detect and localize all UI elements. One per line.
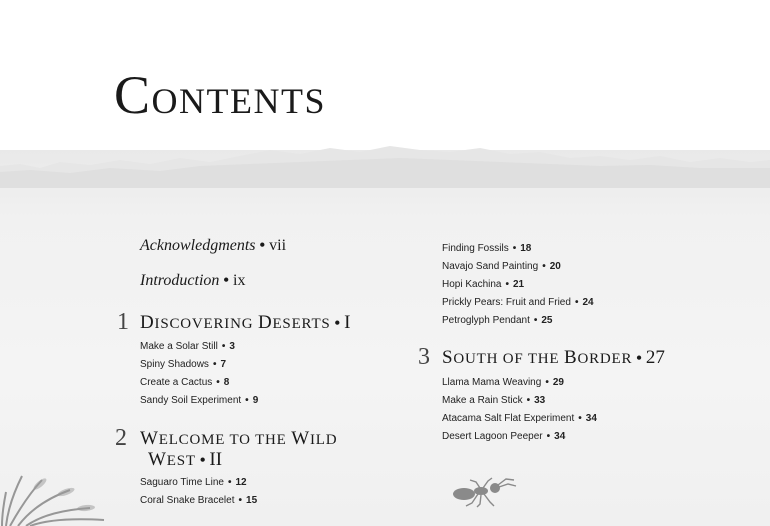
chapter-title: DISCOVERING DESERTS xyxy=(140,312,331,333)
toc-item[interactable]: Prickly Pears: Fruit and Fried • 24 xyxy=(442,297,594,308)
toc-item[interactable]: Saguaro Time Line • 12 xyxy=(140,477,247,488)
chapter-title: SOUTH OF THE BORDER xyxy=(442,347,633,368)
toc-item[interactable]: Desert Lagoon Peeper • 34 xyxy=(442,431,566,442)
entry-label: Introduction xyxy=(140,272,220,289)
page-title xyxy=(114,65,327,125)
chapter-title: WEST xyxy=(148,449,196,470)
entry-label: Acknowledgments xyxy=(140,237,256,254)
toc-item[interactable]: Create a Cactus • 8 xyxy=(140,377,230,388)
separator-dot: • xyxy=(636,350,642,367)
chapter-heading-2-line2[interactable] xyxy=(148,449,222,471)
chapter-2-items-col2 xyxy=(442,240,594,330)
toc-item[interactable]: Navajo Sand Painting • 20 xyxy=(442,261,561,272)
ant-icon xyxy=(450,476,520,508)
toc-entry-acknowledgments[interactable] xyxy=(140,237,286,255)
paper-torn-edge xyxy=(0,138,770,188)
chapter-number: 2 xyxy=(115,425,127,451)
separator-dot: • xyxy=(223,272,230,289)
toc-item[interactable]: Llama Mama Weaving • 29 xyxy=(442,377,564,388)
toc-item[interactable]: Make a Rain Stick • 33 xyxy=(442,395,546,406)
toc-item[interactable]: Finding Fossils • 18 xyxy=(442,243,532,254)
chapter-3-items xyxy=(442,374,597,446)
plant-illustration xyxy=(0,458,110,526)
entry-page: vii xyxy=(269,237,287,254)
chapter-page: II xyxy=(209,449,223,470)
title-initial: C xyxy=(114,65,152,125)
separator-dot: • xyxy=(334,315,341,332)
toc-item[interactable]: Sandy Soil Experiment • 9 xyxy=(140,395,259,406)
chapter-heading-3[interactable] xyxy=(442,347,665,369)
chapter-page: 27 xyxy=(645,347,665,368)
chapter-page: I xyxy=(344,312,351,333)
chapter-number: 3 xyxy=(418,344,430,370)
title-rest: ONTENTS xyxy=(151,81,327,121)
toc-item[interactable]: Coral Snake Bracelet • 15 xyxy=(140,495,258,506)
toc-item[interactable]: Make a Solar Still • 3 xyxy=(140,341,235,352)
chapter-1-items xyxy=(140,338,258,410)
chapter-heading-2[interactable] xyxy=(140,428,337,450)
separator-dot: • xyxy=(259,237,266,254)
entry-page: ix xyxy=(233,272,246,289)
chapter-title: WELCOME TO THE WILD xyxy=(140,428,338,449)
paper-background xyxy=(0,150,770,526)
toc-item[interactable]: Atacama Salt Flat Experiment • 34 xyxy=(442,413,597,424)
toc-item[interactable]: Hopi Kachina • 21 xyxy=(442,279,525,290)
toc-entry-introduction[interactable] xyxy=(140,272,245,290)
toc-item[interactable]: Spiny Shadows • 7 xyxy=(140,359,227,370)
chapter-heading-1[interactable] xyxy=(140,312,350,334)
toc-item[interactable]: Petroglyph Pendant • 25 xyxy=(442,315,553,326)
chapter-2-items-col1 xyxy=(140,474,257,510)
separator-dot: • xyxy=(199,452,206,469)
chapter-number: 1 xyxy=(117,309,129,335)
